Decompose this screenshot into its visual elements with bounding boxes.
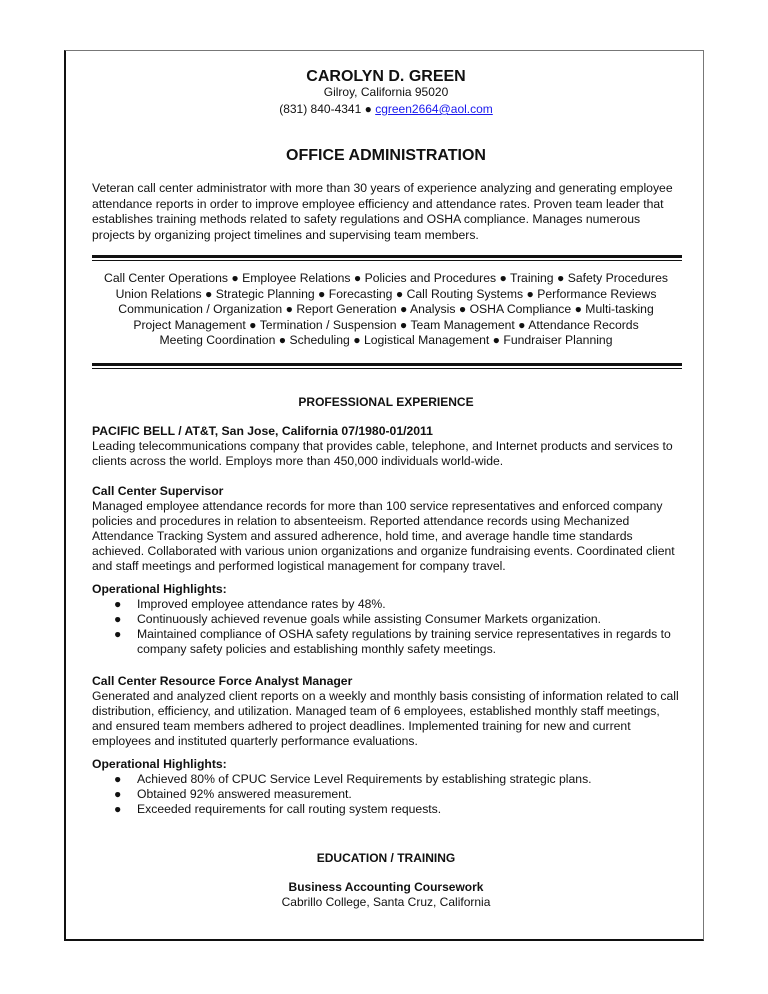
- list-item: ● Maintained compliance of OSHA safety regulations by training service representatives in regards to company safety policies and establishing monthly safety meetings.: [114, 627, 671, 656]
- highlights-label: Operational Highlights:: [92, 582, 227, 596]
- highlights-list: [92, 597, 682, 657]
- company-block: [92, 424, 682, 469]
- objective-title: OFFICE ADMINISTRATION: [286, 147, 486, 164]
- bullet-icon: ●: [114, 612, 122, 626]
- role-block: [92, 484, 682, 657]
- highlights-list: [92, 772, 682, 817]
- experience-heading: PROFESSIONAL EXPERIENCE: [298, 395, 474, 409]
- candidate-address: Gilroy, California 95020: [323, 85, 449, 99]
- bullet-icon: ●: [114, 787, 122, 801]
- list-item: ● Continuously achieved revenue goals while assisting Consumer Markets organization.: [114, 612, 602, 626]
- list-item: ● Exceeded requirements for call routing system requests.: [114, 802, 442, 816]
- list-item: ● Obtained 92% answered measurement.: [114, 787, 352, 801]
- divider-bottom: [92, 363, 682, 369]
- role-block: [92, 674, 682, 817]
- role-title: Call Center Supervisor: [92, 484, 224, 498]
- bullet-icon: ●: [114, 772, 122, 786]
- skills-line: Meeting Coordination ● Scheduling ● Logistical Management ● Fundraiser Planning: [159, 333, 613, 347]
- bullet-icon: ●: [114, 802, 122, 816]
- resume-page: [64, 50, 704, 941]
- company-description: Leading telecommunications company that provides cable, telephone, and Internet products and services to clients across the world. Employs more than 450,000 individuals world-wide.: [92, 439, 673, 468]
- role-title: Call Center Resource Force Analyst Manager: [92, 674, 353, 688]
- skills-list: [66, 271, 706, 349]
- bullet-icon: ●: [114, 627, 122, 641]
- contact-line: [66, 102, 706, 116]
- role-description: Generated and analyzed client reports on a weekly and monthly basis consisting of information related to call distribution, efficiency, and utilization. Managed team of 6 employees, established monthly staff meetings, and ensured team members adhered to project deadlines. Implemented training for new and current employees and instituted quarterly performance evaluations.: [92, 689, 679, 748]
- list-item: ● Achieved 80% of CPUC Service Level Requirements by establishing strategic plans.: [114, 772, 592, 786]
- summary-paragraph: Veteran call center administrator with more than 30 years of experience analyzing and generating employee attendance reports in order to improve employee efficiency and attendance rates. Proven team leader that establishes training methods related to safety regulations and OSHA compliance. Manages numerous projects by organizing project timelines and supervising team members.: [92, 181, 673, 242]
- education-heading: EDUCATION / TRAINING: [316, 851, 456, 865]
- education-program: Business Accounting Coursework: [288, 880, 484, 894]
- company-line: PACIFIC BELL / AT&T, San Jose, California 07/1980-01/2011: [92, 424, 433, 438]
- divider-top: [92, 255, 682, 261]
- list-item: ● Improved employee attendance rates by 48%.: [114, 597, 386, 611]
- skills-line: Union Relations ● Strategic Planning ● Forecasting ● Call Routing Systems ● Performance Reviews: [115, 286, 657, 301]
- skills-line: Communication / Organization ● Report Generation ● Analysis ● OSHA Compliance ● Multi-tasking: [118, 302, 654, 316]
- education-school: Cabrillo College, Santa Cruz, California: [281, 895, 491, 909]
- highlights-label: Operational Highlights:: [92, 757, 227, 771]
- candidate-name: CAROLYN D. GREEN: [306, 68, 466, 85]
- skills-line: Project Management ● Termination / Suspension ● Team Management ● Attendance Records: [133, 317, 639, 332]
- phone-number: (831) 840-4341 ●: [279, 102, 372, 116]
- role-description: Managed employee attendance records for more than 100 service representatives and enforced company policies and procedures in relation to absenteeism. Reported attendance records using Mechanized Attendance Tracking System and assured adherence, hold time, and average handle time standards achieved. Collaborated with various union organizations and organize fundraising events. Coordinated client and staff meetings and performed logistical management for company travel.: [92, 499, 675, 573]
- skills-line: Call Center Operations ● Employee Relations ● Policies and Procedures ● Training ● Safety Procedures: [104, 271, 668, 285]
- bullet-icon: ●: [114, 597, 122, 611]
- email-link[interactable]: cgreen2664@aol.com: [375, 102, 493, 116]
